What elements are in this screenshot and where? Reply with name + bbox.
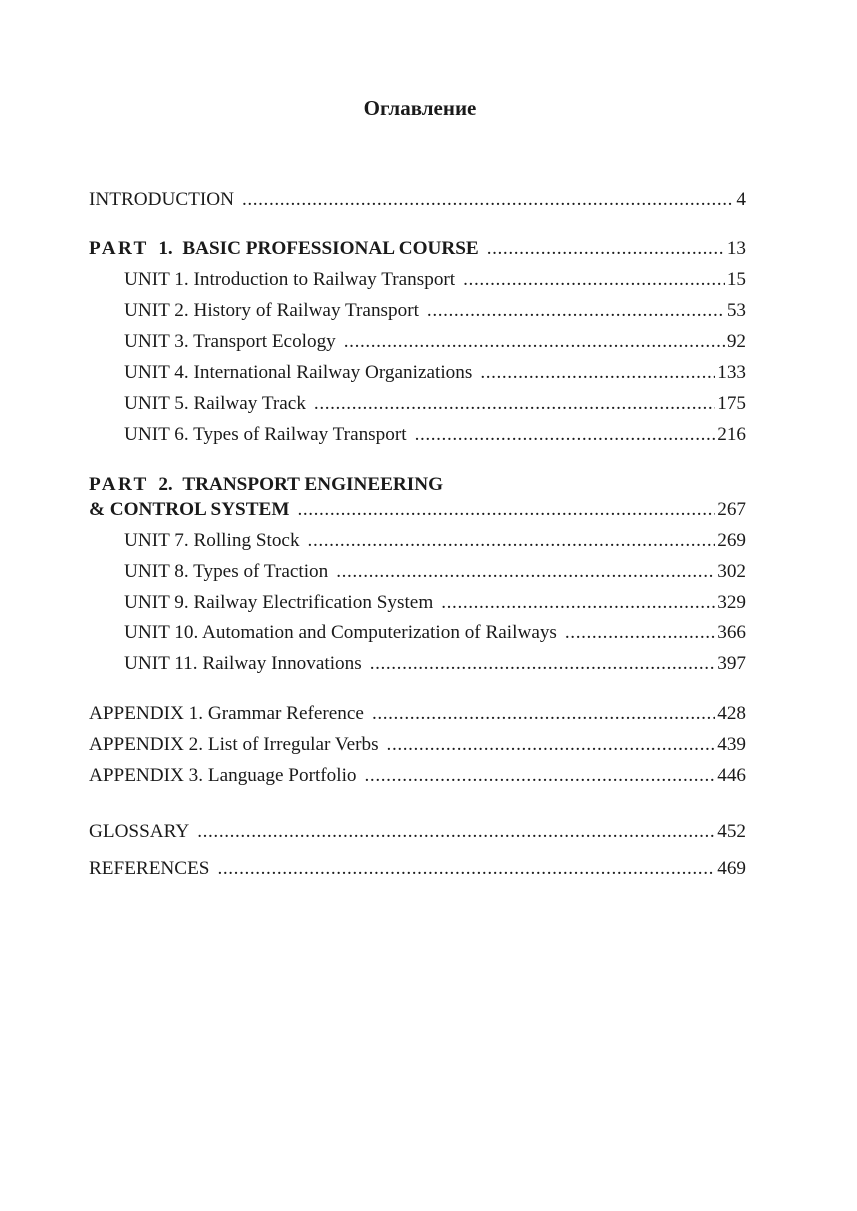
part-prefix: PART: [89, 474, 149, 495]
part-title-continued: & CONTROL SYSTEM: [89, 499, 290, 520]
dot-leader: [441, 590, 715, 616]
dot-leader: [297, 497, 715, 523]
dot-leader: [365, 763, 716, 789]
toc-page-number: 53: [726, 300, 746, 321]
toc-page-number: 446: [717, 765, 746, 786]
toc-page-number: 397: [717, 653, 746, 674]
toc-entry-label: UNIT 4. International Railway Organizations: [124, 362, 473, 383]
toc-entry-label: UNIT 1. Introduction to Railway Transport: [124, 269, 456, 290]
toc-entry-label: APPENDIX 1. Grammar Reference: [89, 703, 364, 724]
toc-entry-unit-9[interactable]: [124, 590, 746, 616]
toc-entry-label: UNIT 5. Railway Track: [124, 393, 306, 414]
toc-entry-label: UNIT 8. Types of Traction: [124, 561, 329, 582]
toc-entry-unit-10[interactable]: [124, 620, 746, 646]
dot-leader: [372, 701, 715, 727]
toc-page-number: 15: [726, 269, 746, 290]
toc-page-number: 439: [717, 734, 746, 755]
dot-leader: [242, 187, 734, 213]
toc-page-number: 133: [717, 362, 746, 383]
toc-page-number: 329: [717, 592, 746, 613]
toc-entry-part-1[interactable]: [89, 236, 746, 262]
toc-page-number: 267: [717, 499, 746, 520]
toc-entry-label: UNIT 10. Automation and Computerization of Railways: [124, 622, 557, 643]
toc-entry-label: UNIT 7. Rolling Stock: [124, 530, 300, 551]
toc-entry-label: UNIT 6. Types of Railway Transport: [124, 424, 407, 445]
toc-page-number: 269: [717, 530, 746, 551]
dot-leader: [487, 236, 725, 262]
toc-entry-label: UNIT 3. Transport Ecology: [124, 331, 336, 352]
toc-entry-appendix-1[interactable]: [89, 701, 746, 727]
part-title: BASIC PROFESSIONAL COURSE: [182, 238, 479, 259]
part-2-heading: [89, 472, 443, 498]
toc-entry-label: UNIT 11. Railway Innovations: [124, 653, 362, 674]
toc-entry-part-2[interactable]: [89, 497, 746, 523]
dot-leader: [344, 329, 725, 355]
toc-entry-unit-11[interactable]: [124, 651, 746, 677]
toc-page-number: 13: [726, 238, 746, 259]
toc-entry-appendix-3[interactable]: [89, 763, 746, 789]
dot-leader: [427, 298, 725, 324]
part-title: TRANSPORT ENGINEERING: [182, 474, 444, 495]
dot-leader: [370, 651, 716, 677]
dot-leader: [197, 819, 715, 845]
toc-entry-label: UNIT 2. History of Railway Transport: [124, 300, 419, 321]
toc-entry-label: APPENDIX 2. List of Irregular Verbs: [89, 734, 379, 755]
page-title: Оглавление: [363, 96, 477, 120]
toc-entry-unit-5[interactable]: [124, 391, 746, 417]
toc-entry-unit-8[interactable]: [124, 559, 746, 585]
toc-page-number: 469: [717, 858, 746, 879]
toc-entry-label: APPENDIX 3. Language Portfolio: [89, 765, 357, 786]
toc-entry-unit-6[interactable]: [124, 422, 746, 448]
dot-leader: [387, 732, 716, 758]
part-number: 2.: [158, 474, 173, 495]
dot-leader: [217, 856, 715, 882]
toc-page-number: 452: [717, 821, 746, 842]
toc-page-number: 216: [717, 424, 746, 445]
toc-page-number: 302: [717, 561, 746, 582]
dot-leader: [480, 360, 715, 386]
dot-leader: [308, 528, 716, 554]
toc-entry-unit-7[interactable]: [124, 528, 746, 554]
toc-entry-references[interactable]: [89, 856, 746, 882]
part-number: 1.: [158, 238, 173, 259]
part-prefix: PART: [89, 238, 149, 259]
dot-leader: [415, 422, 716, 448]
dot-leader: [336, 559, 715, 585]
toc-entry-label: UNIT 9. Railway Electrification System: [124, 592, 434, 613]
toc-page-number: 92: [726, 331, 746, 352]
toc-entry-appendix-2[interactable]: [89, 732, 746, 758]
toc-entry-label: REFERENCES: [89, 858, 210, 879]
toc-page-number: 4: [736, 189, 746, 210]
dot-leader: [463, 267, 725, 293]
toc-entry-unit-2[interactable]: [124, 298, 746, 324]
toc-entry-introduction[interactable]: [89, 187, 746, 213]
toc-entry-glossary[interactable]: [89, 819, 746, 845]
toc-page-number: 366: [717, 622, 746, 643]
toc-page-number: 175: [717, 393, 746, 414]
toc-entry-unit-3[interactable]: [124, 329, 746, 355]
dot-leader: [565, 620, 715, 646]
toc-page-number: 428: [717, 703, 746, 724]
toc-entry-label: GLOSSARY: [89, 821, 190, 842]
toc-entry-unit-1[interactable]: [124, 267, 746, 293]
toc-entry-label: INTRODUCTION: [89, 189, 234, 210]
dot-leader: [314, 391, 715, 417]
part-heading: [89, 236, 479, 262]
toc-entry-unit-4[interactable]: [124, 360, 746, 386]
